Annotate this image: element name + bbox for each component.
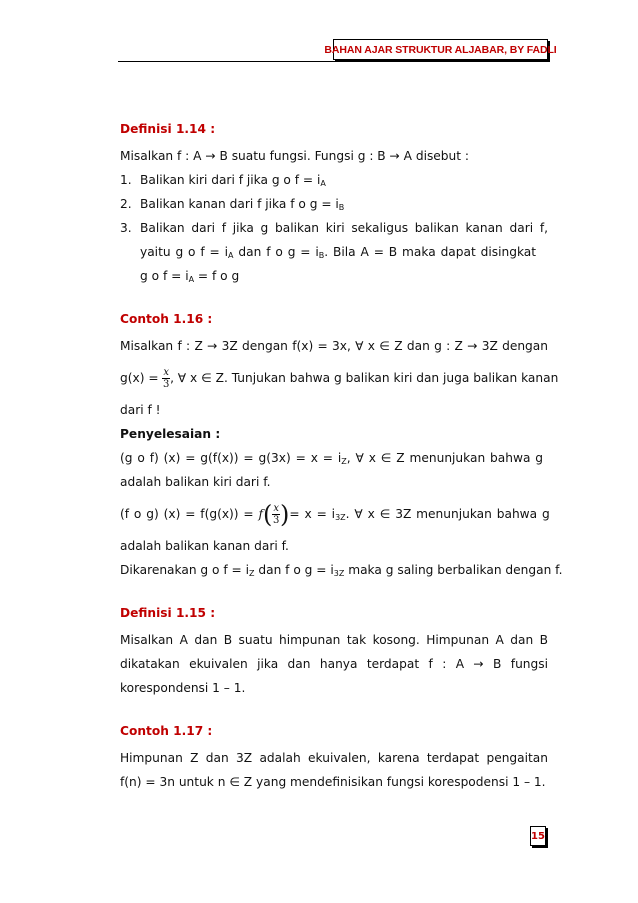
solution-line-3	[120, 494, 548, 534]
text-segment: g(x) =	[120, 371, 163, 385]
section-gap	[120, 288, 548, 310]
fraction-numerator: x	[273, 503, 280, 514]
page-number: 15	[530, 826, 546, 846]
item-number: 3.	[120, 221, 132, 235]
definition-1-15-line-3: korespondensi 1 – 1.	[120, 681, 246, 695]
text-segment: dan f o g = i	[254, 563, 334, 577]
text-segment: g o f = i	[140, 269, 189, 283]
text-segment: yaitu g o f = i	[140, 245, 229, 259]
example-1-16-heading: Contoh 1.16 :	[120, 312, 213, 326]
subscript: A	[320, 179, 326, 188]
text-segment: maka g saling berbalikan dengan f.	[344, 563, 563, 577]
definition-1-14-item-3-line-3	[120, 264, 548, 288]
solution-line-1	[120, 446, 548, 470]
example-1-17-line-1: Himpunan Z dan 3Z adalah ekuivalen, karena terdapat pengaitan	[120, 751, 548, 765]
definition-1-14-item-1	[120, 168, 548, 192]
subscript: B	[318, 251, 325, 260]
subscript: 3Z	[335, 513, 346, 522]
definition-1-14-item-2	[120, 192, 548, 216]
example-1-16-line-3: dari f !	[120, 403, 161, 417]
text-segment: = f o g	[194, 269, 240, 283]
subscript: Z	[249, 569, 255, 578]
text-segment: (f o g) (x) = f(g(x)) =	[120, 507, 259, 521]
solution-line-4: adalah balikan kanan dari f.	[120, 539, 289, 553]
item-text: Balikan dari f jika g balikan kiri sekaligus balikan kanan dari f,	[140, 221, 548, 235]
example-1-16-line-2	[120, 358, 559, 398]
text-segment: , ∀ x ∈ Z menunjukan bahwa g	[346, 451, 544, 465]
example-1-17-line-2: f(n) = 3n untuk n ∈ Z yang mendefinisikan fungsi korespodensi 1 – 1.	[120, 775, 546, 789]
subscript: 3Z	[333, 569, 345, 578]
item-text: Balikan kiri dari f jika g o f = i	[140, 173, 321, 187]
right-paren: )	[280, 500, 290, 529]
fraction-numerator: x	[163, 367, 170, 378]
text-segment: . ∀ x ∈ 3Z menunjukan bahwa g	[345, 507, 550, 521]
definition-1-15-line-2: dikatakan ekuivalen jika dan hanya terdapat f : A → B fungsi	[120, 657, 548, 671]
subscript: A	[228, 251, 234, 260]
definition-1-15-heading: Definisi 1.15 :	[120, 606, 216, 620]
solution-heading: Penyelesaian :	[120, 427, 221, 441]
item-text: Balikan kanan dari f jika f o g = i	[140, 197, 339, 211]
definition-1-15-line-1: Misalkan A dan B suatu himpunan tak kosong. Himpunan A dan B	[120, 633, 548, 647]
fraction-x-over-3	[162, 367, 170, 390]
header-rule	[118, 61, 548, 62]
item-number: 2.	[120, 197, 132, 211]
section-gap	[120, 700, 548, 722]
section-gap	[120, 582, 548, 604]
definition-1-14-heading: Definisi 1.14 :	[120, 122, 216, 136]
subscript: A	[188, 275, 195, 284]
left-paren: (	[263, 500, 273, 529]
header-title: BAHAN AJAR STRUKTUR ALJABAR, BY FADLI	[333, 39, 548, 60]
function-symbol: f	[258, 507, 264, 521]
definition-1-14-intro: Misalkan f : A → B suatu fungsi. Fungsi g : B → A disebut :	[120, 149, 470, 163]
text-segment: (g o f) (x) = g(f(x)) = g(3x) = x = i	[120, 451, 342, 465]
subscript: Z	[341, 457, 347, 466]
text-segment: = x = i	[289, 507, 336, 521]
fraction-denominator: 3	[273, 515, 280, 526]
definition-1-14-item-3-line-2	[120, 240, 548, 264]
fraction-x-over-3	[272, 503, 280, 526]
solution-line-2: adalah balikan kiri dari f.	[120, 475, 271, 489]
text-segment: . Bila A = B maka dapat disingkat	[324, 245, 537, 259]
text-segment: , ∀ x ∈ Z. Tunjukan bahwa g balikan kiri dan juga balikan kanan	[170, 371, 559, 385]
definition-1-14-item-3	[120, 216, 548, 240]
example-1-17-heading: Contoh 1.17 :	[120, 724, 213, 738]
example-1-16-line-1: Misalkan f : Z → 3Z dengan f(x) = 3x, ∀ x ∈ Z dan g : Z → 3Z dengan	[120, 339, 548, 353]
text-segment: dan f o g = i	[233, 245, 319, 259]
page-content	[120, 120, 563, 794]
item-number: 1.	[120, 173, 132, 187]
text-segment: Dikarenakan g o f = i	[120, 563, 250, 577]
fraction-denominator: 3	[163, 379, 170, 390]
solution-line-5	[120, 558, 563, 582]
subscript: B	[338, 203, 345, 212]
